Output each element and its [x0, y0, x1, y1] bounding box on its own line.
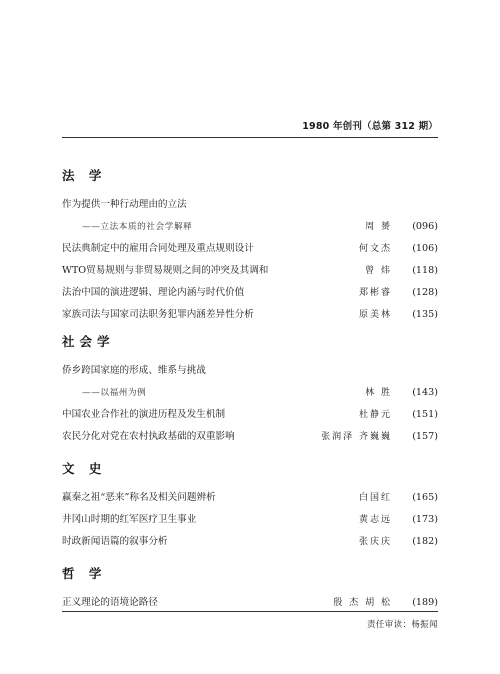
toc-entry[interactable]	[62, 531, 438, 553]
entry-page: (143)	[412, 387, 438, 398]
entry-title: 家族司法与国家司法职务犯罪内涵差异性分析	[62, 309, 254, 320]
section-title: 法 学	[62, 168, 107, 183]
section-title: 文 史	[62, 461, 107, 476]
entry-author: 杜静元	[358, 410, 392, 420]
toc-entry[interactable]	[62, 260, 438, 282]
entry-page: (118)	[412, 265, 438, 276]
section-sociology	[62, 334, 438, 448]
toc-entry[interactable]	[62, 509, 438, 531]
section-law	[62, 168, 438, 326]
toc-entry[interactable]	[62, 282, 438, 304]
entry-title: 法治中国的演进逻辑、理论内涵与时代价值	[62, 287, 245, 298]
entry-title: 民法典制定中的雇用合同处理及重点规则设计	[62, 243, 254, 254]
issue-info: 1980 年创刊（总第 312 期）	[302, 121, 438, 132]
entry-page: (173)	[412, 514, 438, 525]
entry-author: 原美林	[358, 310, 392, 320]
section-philosophy	[62, 566, 438, 614]
top-divider	[62, 137, 438, 138]
toc-entry[interactable]	[62, 382, 438, 404]
toc-entry[interactable]	[62, 238, 438, 260]
entry-title: 农民分化对党在农村执政基础的双重影响	[62, 431, 235, 442]
entry-page: (189)	[412, 597, 438, 608]
entry-page: (096)	[412, 221, 438, 232]
entry-page: (128)	[412, 287, 438, 298]
toc-entry[interactable]	[62, 216, 438, 238]
entry-title: WTO贸易规则与非贸易规则之间的冲突及其调和	[62, 265, 269, 276]
entry-page: (135)	[412, 309, 438, 320]
entry-author: 何文杰	[358, 244, 392, 254]
entry-author: 曾 炜	[365, 266, 392, 276]
entry-title: 时政新闻语篇的叙事分析	[62, 536, 168, 547]
toc-entry[interactable]	[62, 426, 438, 448]
entry-author: 张庆庆	[358, 537, 392, 547]
entry-page: (106)	[412, 243, 438, 254]
entry-subtitle: ——以福州为例	[82, 388, 147, 398]
entry-author: 郑彬睿	[358, 288, 392, 298]
toc-entry[interactable]	[62, 404, 438, 426]
entry-title: 中国农业合作社的演进历程及发生机制	[62, 409, 226, 420]
entry-page: (165)	[412, 492, 438, 503]
toc-entry[interactable]	[62, 487, 438, 509]
entry-author: 林 胜	[365, 388, 392, 398]
section-literature-history	[62, 461, 438, 553]
entry-page: (182)	[412, 536, 438, 547]
entry-page: (151)	[412, 409, 438, 420]
entry-title: 井冈山时期的红军医疗卫生事业	[62, 514, 197, 525]
section-title: 社会学	[62, 334, 115, 349]
section-title: 哲 学	[62, 566, 107, 581]
toc-entry[interactable]	[62, 304, 438, 326]
toc-entry[interactable]	[62, 360, 438, 382]
entry-author: 张润泽 齐巍巍	[321, 432, 392, 442]
toc-entry[interactable]	[62, 194, 438, 216]
entry-author: 白国红	[358, 493, 392, 503]
entry-page: (157)	[412, 431, 438, 442]
entry-author: 殷 杰 胡 松	[333, 598, 392, 608]
entry-title: 赢秦之祖“恶来”称名及相关问题辨析	[62, 492, 216, 503]
entry-title: 作为提供一种行动理由的立法	[62, 199, 187, 210]
editor-credit: 责任审读：杨振闻	[367, 619, 438, 629]
entry-author: 周 赟	[365, 222, 392, 232]
entry-subtitle: ——立法本质的社会学解释	[82, 222, 193, 232]
entry-author: 黄志远	[358, 515, 392, 525]
entry-title: 正义理论的语境论路径	[62, 597, 158, 608]
bottom-divider	[62, 611, 438, 612]
entry-title: 侨乡跨国家庭的形成、维系与挑战	[62, 365, 206, 376]
